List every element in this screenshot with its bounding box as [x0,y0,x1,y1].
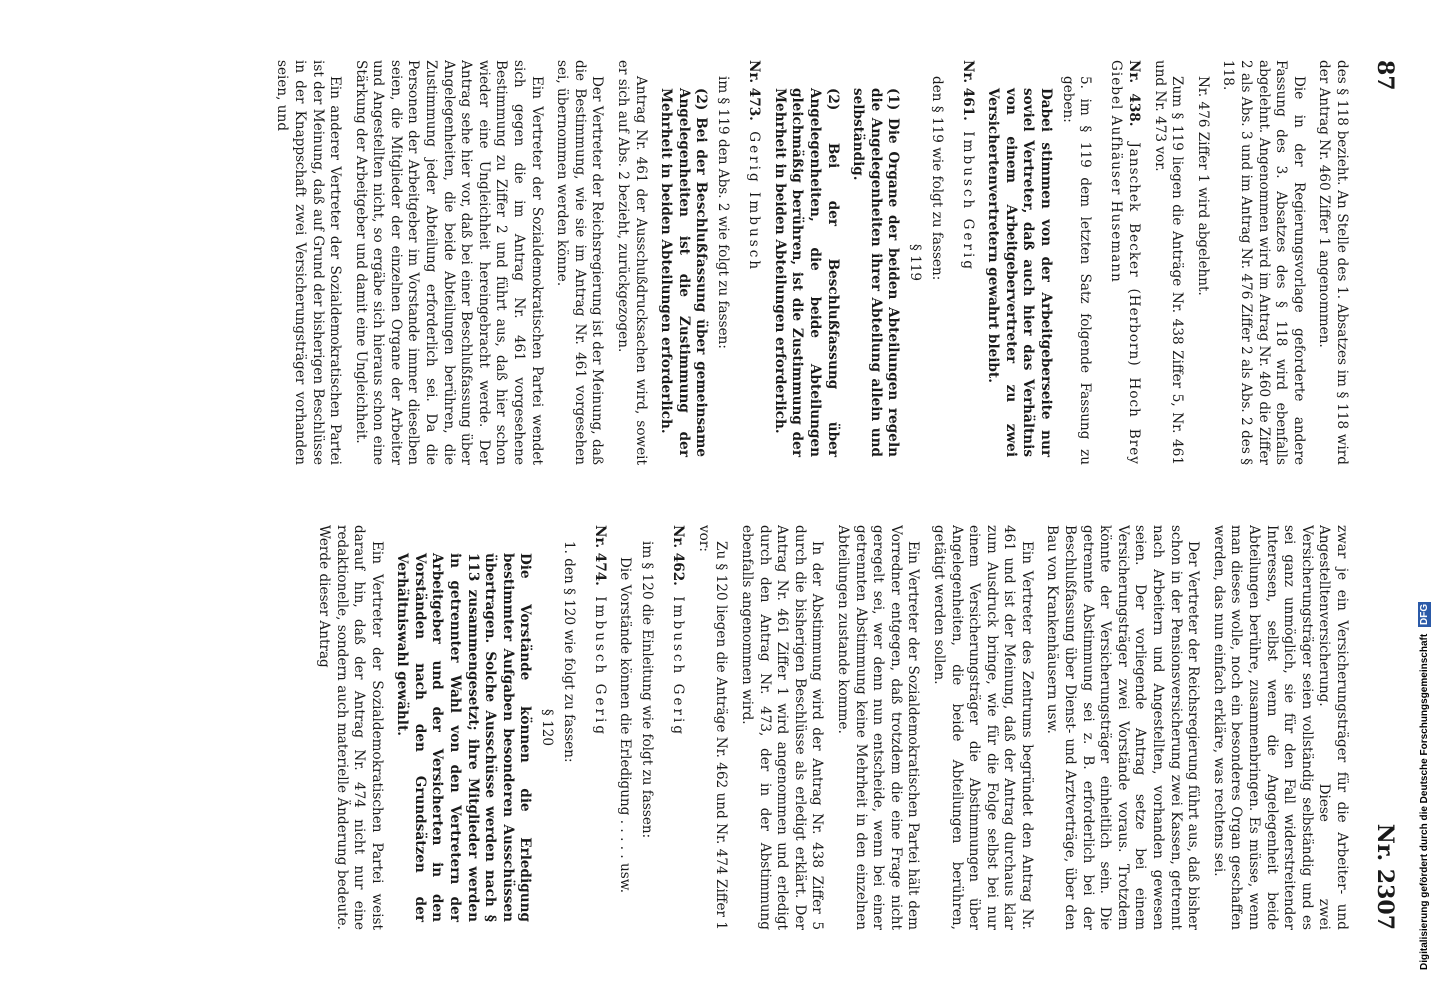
motion-text: (2) Bei der Beschlußfassung über gemeinsame Angelegenheiten ist die Zustimmung der Mehrheit in beiden Abteilungen erforderlich. [658,88,710,457]
motion-item: 1. den § 120 wie folgt zu fassen: [560,541,577,763]
motion-text: Die Vorstände können die Erledigung bestimmter Aufgaben besonderen Ausschüssen übertragen. Solche Ausschüsse werden nach § 113 zusammengesetzt; ihre Mitglieder werden in getrennter Wahl von den Vertretern der Arbeitgeber und der Versicherten in den Vorständen nach den Grundsätzen der Verhältniswahl gewählt. [394,553,534,922]
section-sign: § 120 [539,708,556,747]
motion-item: im § 120 die Einleitung wie folgt zu fassen: [639,541,656,839]
motion-number: Nr. 462. [670,525,687,586]
motion-number: Nr. 461. [959,60,976,121]
paragraph: Ein anderer Vertreter der Sozialdemokratischen Partei ist der Meinung, daß auf Grund der bisherigen Beschlüsse in der Knappschaft zwei Versicherungsträger vorhanden seien, und [274,60,344,465]
motion-sponsors: Gerig Imbusch [746,131,763,273]
paragraph: Ein Vertreter der Sozialdemokratischen Partei wendet sich gegen die im Antrag Nr. 461 vorgesehene Bestimmung zu Ziffer 2 und führt aus, daß hier schon wieder eine Ungleichheit hereingebracht werde. Der Antrag sehe hier vor, daß bei einer Beschlußfassung über Angelegenheiten, die beide Abteilungen berühren, die Zustimmung jeder Abteilung erforderlich sei. Da die Personen der Arbeitgeber im Vorstande immer dieselben seien, die Mitglieder der einzelnen Organe der Arbeiter und Angestellten nicht, so ergäbe sich hieraus schon eine Stärkung der Arbeitgeber und damit eine Ungleichheit. [352,60,545,465]
page-header [1360,60,1400,930]
paragraph: Der Vertreter der Reichsregierung führt aus, daß bisher schon in der Pensionsversicherung zwei Kassen, getrennt nach Arbeitern und Angestellten, vorhanden gewesen seien. Der vorliegende Antrag setze bei einem Versicherungsträger zwei Vorstände voraus. Trotzdem könnte der Versicherungsträger einheitlich sein. Die getrennte Abstimmung sei z. B. erforderlich bei der Beschlußfassung über Dienst- und Arztverträge, über den Bau von Krankenhäusern usw. [1044,525,1202,930]
motion-474 [590,525,608,930]
paragraph: des § 118 bezieht. An Stelle des 1. Absatzes im § 118 wird der Antrag Nr. 460 Ziffer 1 angenommen. [1316,60,1350,465]
paragraph: Der Vertreter der Reichsregierung ist der Meinung, daß die Bestimmung, wie sie im Antrag Nr. 461 vorgesehen sei, übernommen werden könne. [554,60,606,465]
dfg-logo: DFG [1419,603,1430,626]
paragraph: Ein Vertreter des Zentrums begründet den Antrag Nr. 461 und ist der Meinung, daß der Antrag durchaus klar zum Ausdruck bringe, wie für die Folge selbst bei nur einem Versicherungsträger die Abstimmungen über Angelegenheiten, die beide Abteilungen berühren, getätigt werden sollen. [930,525,1035,930]
credit-text: Digitalisierung gefördert durch die Deutsche Forschungsgemeinschaft [1419,633,1430,970]
motion-item: im § 119 den Abs. 2 wie folgt zu fassen: [715,76,731,349]
motion-sponsors: Janschek Becker (Herborn) Hoch Brey Giebel Aufhäuser Husemann [1108,60,1143,465]
paragraph: Die in der Regierungsvorlage geforderte andere Fassung des 3. Absatzes des § 118 wird ebenfalls abgelehnt. Angenommen wird im Antrag Nr. 460 die Ziffer 2 als Abs. 3 und im Antrag Nr. 476 Ziffer 2 als Abs. 2 des § 118. [1220,60,1307,465]
motion-438 [1107,60,1142,465]
left-text-column [120,60,1350,465]
motion-text: Dabei stimmen von der Arbeitgeberseite nur soviel Vertreter, daß auch hier das Verhältnis von einem Arbeitgebervertreter zu zwei Versichertenvertretern gewahrt bleibt. [985,88,1055,457]
paragraph: zwar je ein Versicherungsträger für die Arbeiter- und Angestelltenversicherung. Diese zwei Versicherungsträger seien vollständig selbständig und es sei ganz unmöglich, sie für den Fall widerstreitender Interessen, selbst wenn die Angelegenheit beide Abteilungen berühre, zusammenbringen. Es müsse, wenn man dieses wolle, noch ein besonderes Organ geschaffen werden, das nun einfach erkläre, was rechtens sei. [1210,525,1350,930]
motion-number: Nr. 474. [591,525,608,586]
digitization-credit [1418,10,1434,970]
motion-461 [958,60,976,465]
motion-number: Nr. 438. [1126,60,1143,127]
page-number: 87 [1372,60,1398,91]
motion-462 [669,525,687,930]
motion-sponsors: Imbusch Gerig [591,596,608,738]
motion-sponsors: Imbusch Gerig [670,596,687,738]
document-number: Nr. 2307 [1372,823,1398,930]
motion-item: den § 119 wie folgt zu fassen: [928,76,945,281]
right-text-column [120,525,1350,930]
paragraph: Zu § 120 liegen die Anträge Nr. 462 und Nr. 474 Ziffer 1 vor: [695,525,730,930]
motion-text: (1) Die Organe der beiden Abteilungen regeln die Angelegenheiten ihrer Abteilung allein und selbständig. [850,88,902,457]
motion-text: (2) Bei der Beschlußfassung über Angelegenheiten, die beide Abteilungen gleichmäßig berühren, ist die Zustimmung der Mehrheit in beiden Abteilungen erforderlich. [771,88,841,457]
motion-text: Die Vorstände können die Erledigung . . . . . usw. [617,557,634,894]
motion-item: 5. im § 119 dem letzten Satz folgende Fassung zu geben: [1059,76,1094,465]
motion-sponsors: Imbusch Gerig [959,131,976,273]
motion-473 [745,60,763,465]
motion-number: Nr. 473. [746,60,763,121]
paragraph: Nr. 476 Ziffer 1 wird abgelehnt. [1194,76,1211,296]
paragraph: Antrag Nr. 461 der Ausschußdrucksachen wird, soweit er sich auf Abs. 2 bezieht, zurückgezogen. [615,60,649,465]
rotated-document-page [110,60,1400,930]
paragraph: Zum § 119 liegen die Anträge Nr. 438 Ziffer 5, Nr. 461 und Nr. 473 vor. [1151,60,1186,465]
paragraph: Ein Vertreter der Sozialdemokratischen Partei weist darauf hin, daß der Antrag Nr. 474 nicht nur eine redaktionelle, sondern auch materielle Änderung bedeute. Werde dieser Antrag [315,525,385,930]
paragraph: In der Abstimmung wird der Antrag Nr. 438 Ziffer 5 durch die bisherigen Beschlüsse als erledigt erklärt. Der Antrag Nr. 461 Ziffer 1 wird angenommen und erledigt durch den Antrag Nr. 473, der in der Abstimmung ebenfalls angenommen wird. [739,525,826,930]
paragraph: Ein Vertreter der Sozialdemokratischen Partei hält dem Vorredner entgegen, daß trotzdem die eine Frage nicht geregelt sei, wer denn nun entscheide, wenn bei einer getrennten Abstimmung keine Mehrheit in den einzelnen Abteilungen zustande komme. [834,525,922,930]
section-sign: § 119 [906,243,923,282]
